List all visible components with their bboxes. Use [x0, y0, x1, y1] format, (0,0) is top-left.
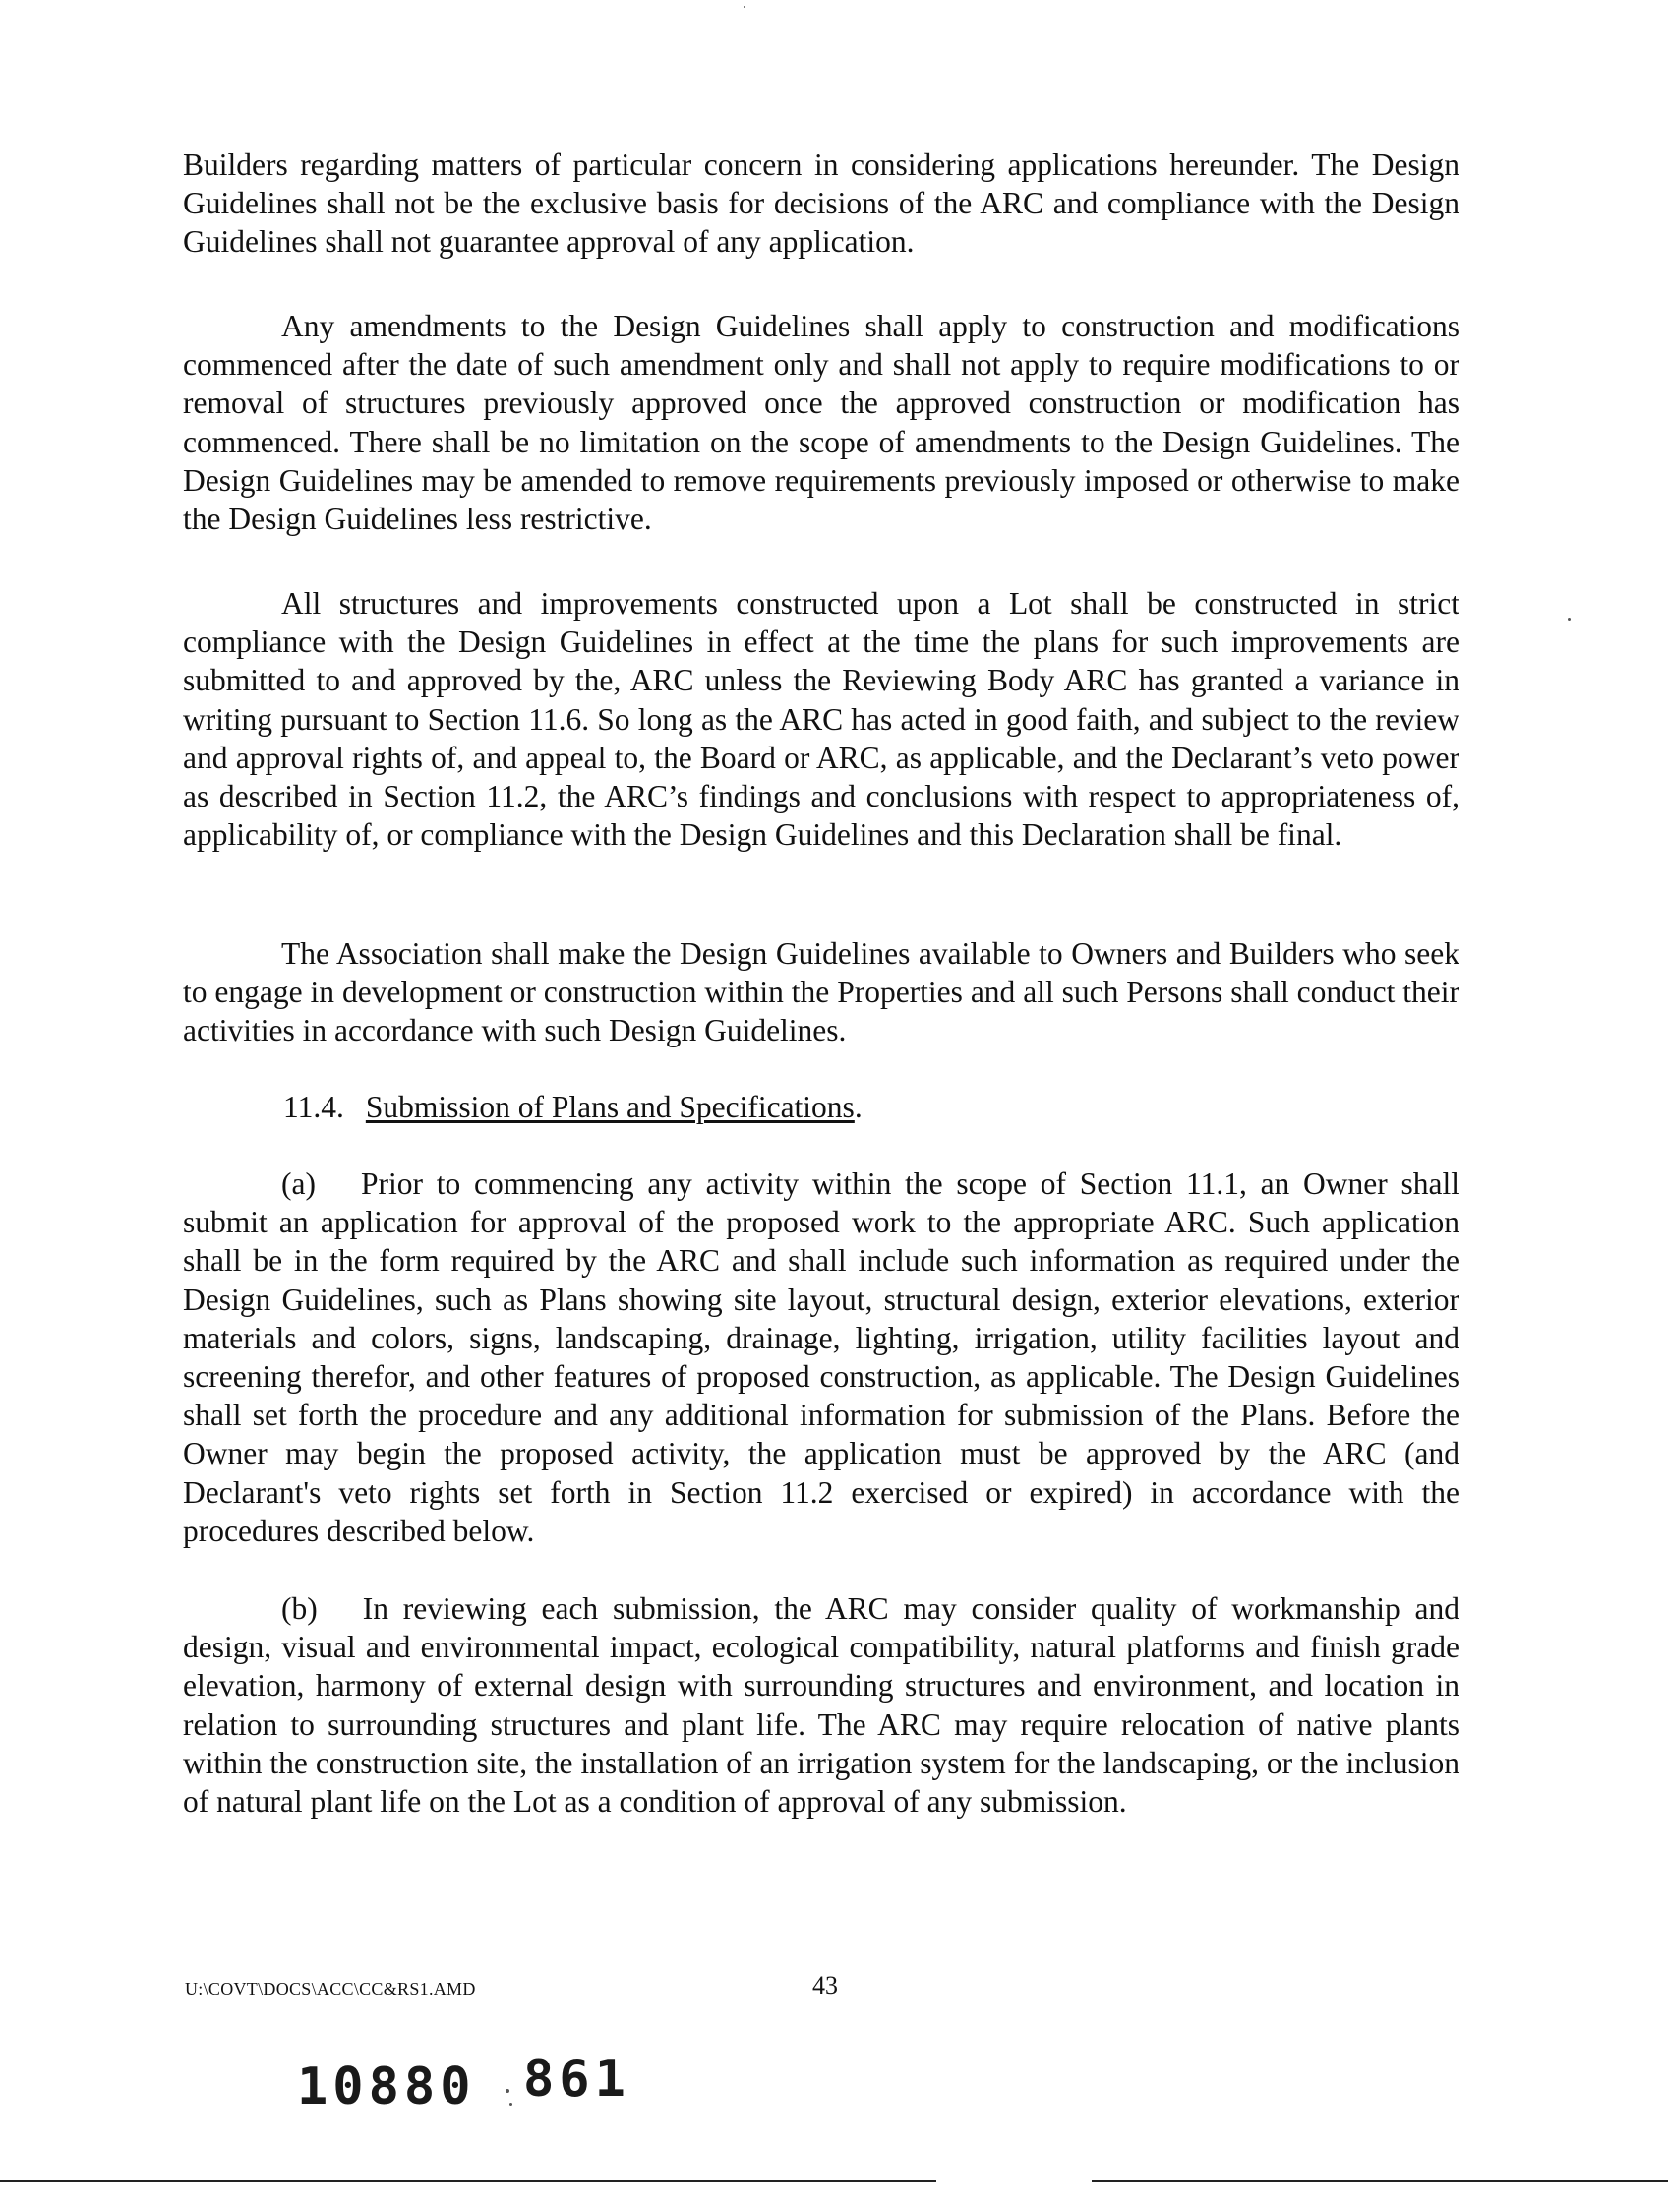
footer-file-path: U:\COVT\DOCS\ACC\CC&RS1.AMD — [185, 1979, 476, 1999]
subsection-a-text: Prior to commencing any activity within the scope of Section 11.1, an Owner shall submit an application for approval of the proposed work to the appropriate ARC. Such application shall be in the form required by the ARC and shall include such information as required under the Design Guidelines, such as Plans showing site layout, structural design, exterior elevations, exterior materials and colors, signs, landscaping, drainage, lighting, irrigation, utility facilities layout and screening therefor, and other features of proposed construction, as applicable. The Design Guidelines shall set forth the procedure and any additional information for submission of the Plans. Before the Owner may begin the proposed activity, the application must be approved by the ARC (and Declarant's veto rights set forth in Section 11.2 exercised or expired) in accordance with the procedures described below. — [183, 1166, 1460, 1548]
paragraph-association-availability: The Association shall make the Design Guidelines available to Owners and Builders who seek to engage in development or construction within the Properties and all such Persons shall conduct their activities in accordance with such Design Guidelines. — [183, 936, 1460, 1048]
bottom-rule-right — [1092, 2180, 1668, 2182]
subsection-a — [183, 1165, 1460, 1550]
subsection-b — [183, 1589, 1460, 1821]
scan-speck — [744, 6, 745, 8]
scan-speck — [509, 2103, 512, 2106]
section-title-period: . — [854, 1090, 863, 1124]
subsection-b-text: In reviewing each submission, the ARC may consider quality of workmanship and design, visual and environmental impact, ecological compatibility, natural platforms and finish grade elevation, harmony of external design with surrounding structures and environment, and location in relation to surrounding structures and plant life. The ARC may require relocation of native plants within the construction site, the installation of an irrigation system for the landscaping, or the inclusion of natural plant life on the Lot as a condition of approval of any submission. — [183, 1591, 1460, 1820]
bottom-rule-left — [0, 2180, 936, 2182]
paragraph-amendments: Any amendments to the Design Guidelines shall apply to construction and modifications commenced after the date of such amendment only and shall not apply to require modifications to or removal of structures previously approved once the approved construction or modification has commenced. There shall be no limitation on the scope of amendments to the Design Guidelines. The Design Guidelines may be amended to remove requirements previously imposed or otherwise to make the Design Guidelines less restrictive. — [183, 309, 1460, 537]
page-number: 43 — [812, 1971, 838, 2000]
subsection-a-label: (a) — [281, 1166, 316, 1201]
section-heading — [283, 1088, 863, 1126]
section-title: Submission of Plans and Specifications — [365, 1090, 855, 1124]
subsection-b-label: (b) — [281, 1591, 318, 1626]
paragraph-structures-compliance: All structures and improvements constructed upon a Lot shall be constructed in strict compliance with the Design Guidelines in effect at the time the plans for such improvements are submitted to and approved by the, ARC unless the Reviewing Body ARC has granted a variance in writing pursuant to Section 11.6. So long as the ARC has acted in good faith, and subject to the review and approval rights of, and appeal to, the Board or ARC, as applicable, and the Declarant’s veto power as described in Section 11.2, the ARC’s findings and conclusions with respect to appropriateness of, applicability of, or compliance with the Design Guidelines and this Declaration shall be final. — [183, 586, 1460, 853]
scan-speck — [1568, 618, 1571, 621]
recording-page-number: 861 — [523, 2050, 630, 2109]
paragraph-design-guidelines-basis: Builders regarding matters of particular concern in considering applications hereunder. The Design Guidelines shall not be the exclusive basis for decisions of the ARC and compliance with the Design Guidelines shall not guarantee approval of any application. — [183, 148, 1460, 260]
section-number: 11.4. — [283, 1090, 344, 1124]
recording-book-number: 10880 — [297, 2058, 476, 2117]
scan-speck — [506, 2089, 509, 2093]
